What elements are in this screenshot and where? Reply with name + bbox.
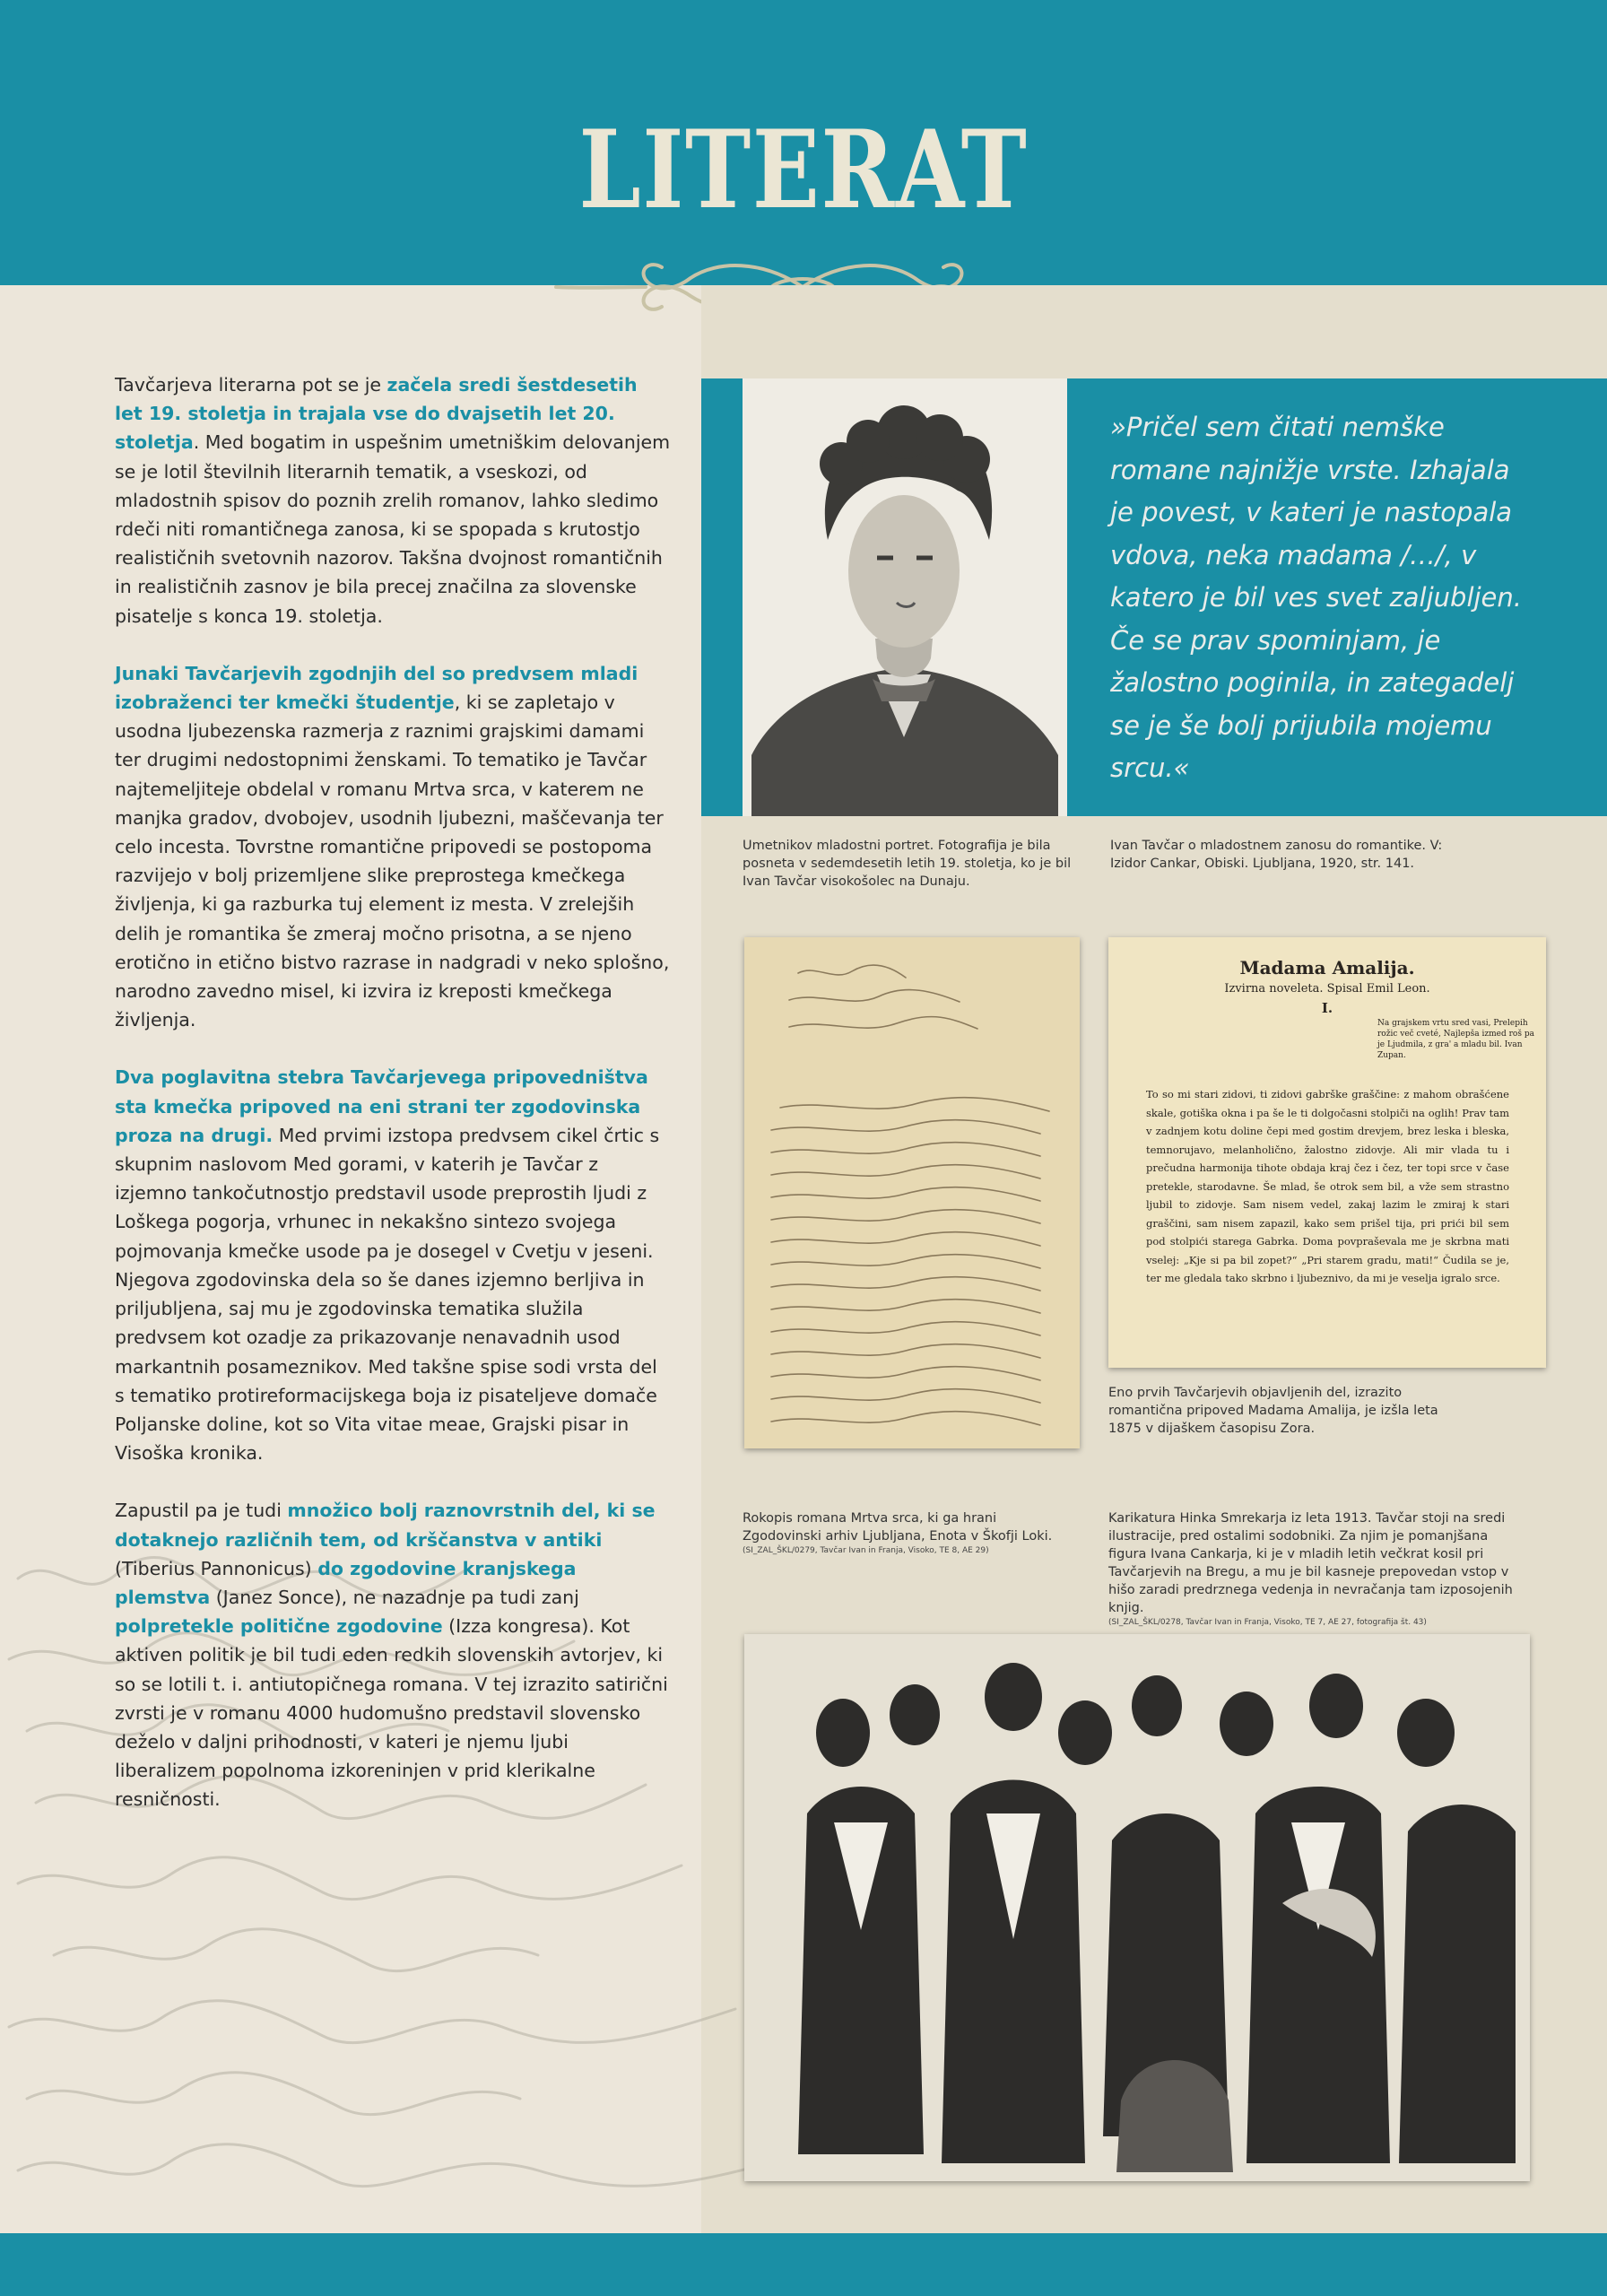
- portrait-caption: Umetnikov mladostni portret. Fotografija je bila posneta v sedemdesetih letih 19. stoletja, ko je bil Ivan Tavčar visokošolec na Dunaju.: [743, 839, 1072, 889]
- paragraph-3: Dva poglavitna stebra Tavčarjevega pripovedništva sta kmečka pripoved na eni strani ter zgodovinska proza na drugi. Med prvimi izstopa predvsem cikel črtic s skupnim naslovom Med gorami, v katerih je Tavčar z izjemno tankočutnostjo predstavil usode preprostih ljudi z Loškega pogorja, vrhunec in nekakšno sintezo svojega pojmovanja kmečke usode pa je dosegel v Cvetju v jeseni. Njegova zgodovinska dela so še danes izjemno berljiva in priljubljena, saj mu je zgodovinska tematika služila predvsem kot ozadje za prikazovanje nenavadnih usod markantnih posameznikov. Med takšne spise sodi vrsta del s tematiko protireformacijskega boja iz pisateljeve domače Poljanske doline, kot so Vita vitae meae, Grajski pisar in Visoška kronika.: [115, 1066, 660, 1465]
- newspaper-section: I.: [1321, 1000, 1333, 1016]
- manuscript-image: [744, 937, 1080, 1448]
- caricature-illustration: [744, 1634, 1530, 2181]
- newspaper-title: Madama Amalija.: [1239, 957, 1415, 978]
- paragraph-4: Zapustil pa je tudi množico bolj raznovrstnih del, ki se dotaknejo različnih tem, od krščanstva v antiki (Tiberius Pannonicus) do zgodovine kranjskega plemstva (Janez Sonce), ne nazadnje pa tudi zanj polpretekle politične zgodovine (Izza kongresa). Kot aktiven politik je bil tudi eden redkih slovenskih avtorjev, ki so se lotili t. i. antiutopičnega romana. V tej izrazito satirični zvrsti je v romanu 4000 hudomušno predstavil slovensko deželo v daljni prihodnosti, v kateri je njemu ljubi liberalizem popolnoma izkoreninjen v prid klerikalne resničnosti.: [115, 1500, 668, 1811]
- portrait-illustration: [743, 378, 1067, 816]
- manuscript-caption: Rokopis romana Mrtva srca, ki ga hrani Zgodovinski arhiv Ljubljana, Enota v Škofji Loki. (SI_ZAL_ŠKL/0279, Tavčar Ivan in Franja, Visoko, TE 8, AE 29): [743, 1509, 1076, 1557]
- page-title: LITERAT: [578, 107, 1029, 233]
- paragraph-1: Tavčarjeva literarna pot se je začela sredi šestdesetih let 19. stoletja in trajala vse do dvajsetih let 20. stoletja. Med bogatim in uspešnim umetniškim delovanjem se je lotil številnih literarnih tematik, a vseskozi, od mladostnih spisov do poznih zrelih romanov, lahko sledimo rdeči niti romantičnega zanosa, ki se spopada s krutostjo realističnih svetovnih nazorov. Takšna dvojnost romantičnih in realističnih zasnov je bila precej značilna za slovenske pisatelje s konca 19. stoletja.: [115, 374, 671, 627]
- cartoon-caption: Karikatura Hinka Smrekarja iz leta 1913. Tavčar stoji na sredi ilustracije, pred ostalimi sodobniki. Za njim je pomanjšana figura Ivana Cankarja, ki je v mladih letih večkrat kosil pri Tavčarjevih na Bregu, a mu je bil kasneje prepovedan vstop v hišo zaradi predrznega vedenja in nevračanja tam izposojenih knjig. (SI_ZAL_ŠKL/0278, Tavčar Ivan in Franja, Visoko, TE 7, AE 27, fotografija št. 43): [1108, 1509, 1530, 1629]
- main-text-column: [115, 370, 671, 1843]
- quote-source-caption: Ivan Tavčar o mladostnem zanosu do romantike. V: Izidor Cankar, Obiski. Ljubljana, 1920, str. 141.: [1110, 839, 1443, 871]
- portrait-photo: [743, 378, 1067, 816]
- newspaper-body: To so mi stari zidovi, ti zidovi gabrške graščine: z mahom obrašćene skale, gotiška okna i pa še le ti dolgočasni stolpiči na oglih! Prav tam v zadnjem kotu doline čepi med gostim drevjem, brez leska i bleska, temnorujavo, melanholično, žalostno zidovje. Ali mir vlada tu i prečudna harmonija tihote obdaja krаj čez i čez, ter topi srce v čase pretekle, starodavne. Še mlad, še otrok sem bil, a vže sem strastno ljubil to zidovje. Sam nisem vedel, zakaj lazim le zmiraj k stari graščini, sam nisem zapazil, kako sem prišel tija, pri prići bil sem pod stolpići starega Gabrka. Doma povpraševala me je skrbna mati vselej: „Kje si pa bil zopet?“ „Pri starem gradu, mati!“ Čudila se je, ter me gledala tako skrbno i ljubeznivo, da mi je veselja igralo srce.: [1146, 1088, 1509, 1284]
- newspaper-clipping: [1108, 937, 1546, 1368]
- paragraph-2: Junaki Tavčarjevih zgodnjih del so predvsem mladi izobraženci ter kmečki študentje, ki se zapletajo v usodna ljubezenska razmerja z raznimi grajskimi damami ter drugimi nedostopnimi ženskami. To tematiko je Tavčar najtemeljiteje obdelal v romanu Mrtva srca, v katerem ne manjka gradov, dvobojev, usodnih ljubezni, maščevanja ter celo incesta. Tovrstne romantične pripovedi se postopoma razvijejo v bolj prizemljene slike preprostega kmečkega življenja, ki ga razburka tuj element iz mesta. V zrelejših delih je romantika še zmeraj močno prisotna, a se njeno erotično in etično bistvo razrase in nadgradi v neko splošno, narodno zavedno misel, ki izvira iz kreposti kmečkega življenja.: [115, 662, 670, 1031]
- newspaper-subtitle: Izvirna noveleta. Spisal Emil Leon.: [1224, 982, 1430, 996]
- manuscript-handwriting: [744, 937, 1080, 1448]
- caricature-image: [744, 1634, 1530, 2181]
- header-band: [0, 0, 1607, 285]
- quote-text: »Pričel sem čitati nemške romane najnižje vrste. Izhajala je povest, v kateri je nastopala vdova, neka madama /…/, v katero je bil ves svet zaljubljen. Če se prav spominjam, je žalostno poginila, in zategadelj se je še bolj prijubila mojemu srcu.«: [1110, 412, 1523, 783]
- footer-band: [0, 2233, 1607, 2296]
- madama-caption: Eno prvih Tavčarjevih objavljenih del, izrazito romantična pripoved Madama Amalija, je izšla leta 1875 v dijaškem časopisu Zora.: [1108, 1386, 1438, 1436]
- manuscript-reference: (SI_ZAL_ŠKL/0279, Tavčar Ivan in Franja, Visoko, TE 8, AE 29): [743, 1546, 989, 1555]
- newspaper-poem: Na grajskem vrtu sred vasi, Prelepih rožic več cveté, Najlepša izmed roš pa je Ljudmila, z grа' a mladu bil. Ivan Zupan.: [1377, 1019, 1534, 1060]
- cartoon-reference: (SI_ZAL_ŠKL/0278, Tavčar Ivan in Franja, Visoko, TE 7, AE 27, fotografija št. 43): [1108, 1618, 1427, 1627]
